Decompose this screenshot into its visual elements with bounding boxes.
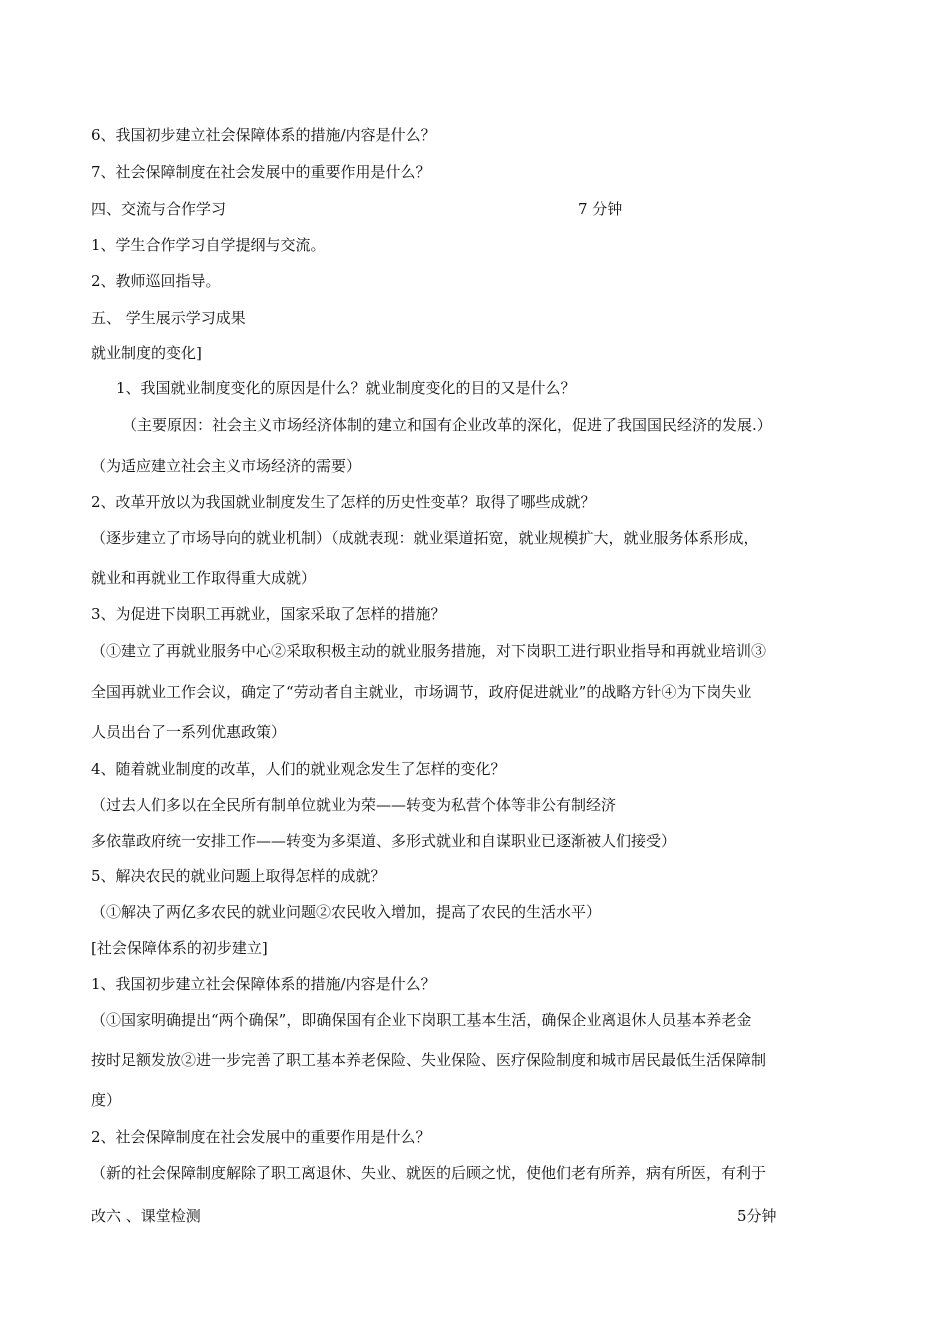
subheading-employment: 就业制度的变化]	[91, 344, 202, 362]
question-6: 6、我国初步建立社会保障体系的措施/内容是什么？	[91, 126, 436, 144]
security-q2: 2、社会保障制度在社会发展中的重要作用是什么？	[91, 1128, 431, 1146]
employment-q5: 5、解决农民的就业问题上取得怎样的成就？	[91, 867, 386, 885]
employment-q2: 2、改革开放以为我国就业制度发生了怎样的历史性变革？取得了哪些成就？	[91, 493, 596, 511]
section-4-time: 7 分钟	[578, 200, 623, 218]
section-6-heading: 改六 、课堂检测	[91, 1207, 201, 1225]
employment-a4-cont: 多依靠政府统一安排工作——转变为多渠道、多形式就业和自谋职业已逐渐被人们接受）	[91, 832, 677, 850]
employment-a5: （①解决了两亿多农民的就业问题②农民收入增加，提高了农民的生活水平）	[91, 903, 602, 921]
question-7: 7、社会保障制度在社会发展中的重要作用是什么？	[91, 163, 431, 181]
section-5-heading: 五、 学生展示学习成果	[91, 309, 246, 327]
employment-a1: （主要原因：社会主义市场经济体制的建立和国有企业改革的深化，促进了我国国民经济的发展.）	[122, 416, 772, 434]
security-a1-cont1: 按时足额发放②进一步完善了职工基本养老保险、失业保险、医疗保险制度和城市居民最低生活保障制	[91, 1051, 767, 1069]
subheading-social-security: [社会保障体系的初步建立]	[91, 939, 268, 957]
employment-a3: （①建立了再就业服务中心②采取积极主动的就业服务措施，对下岗职工进行职业指导和再就业培训③	[91, 642, 767, 660]
employment-a2-cont: 就业和再就业工作取得重大成就）	[91, 569, 317, 587]
step-2: 2、教师巡回指导。	[91, 272, 221, 290]
security-q1: 1、我国初步建立社会保障体系的措施/内容是什么？	[91, 975, 436, 993]
employment-a2: （逐步建立了市场导向的就业机制）（成就表现：就业渠道拓宽，就业规模扩大，就业服务体系形成，	[91, 529, 759, 547]
employment-a4: （过去人们多以在全民所有制单位就业为荣——转变为私营个体等非公有制经济	[91, 796, 617, 814]
employment-q3: 3、为促进下岗职工再就业，国家采取了怎样的措施？	[91, 605, 446, 623]
section-6-time: 5分钟	[737, 1207, 777, 1225]
section-4-heading: 四、交流与合作学习	[91, 200, 227, 218]
security-a2: （新的社会保障制度解除了职工离退休、失业、就医的后顾之忧，使他们老有所养，病有所医，有利于	[91, 1164, 767, 1182]
employment-q4: 4、随着就业制度的改革，人们的就业观念发生了怎样的变化？	[91, 760, 506, 778]
security-a1-cont2: 度）	[91, 1091, 122, 1109]
security-a1: （①国家明确提出“两个确保”，即确保国有企业下岗职工基本生活，确保企业离退休人员基本养老金	[91, 1011, 752, 1029]
employment-a1-cont: （为适应建立社会主义市场经济的需要）	[91, 457, 362, 475]
employment-q1: 1、我国就业制度变化的原因是什么？就业制度变化的目的又是什么？	[116, 379, 576, 397]
step-1: 1、学生合作学习自学提纲与交流。	[91, 236, 326, 254]
employment-a3-cont1: 全国再就业工作会议，确定了“劳动者自主就业，市场调节，政府促进就业”的战略方针④为下岗失业	[91, 683, 752, 701]
employment-a3-cont2: 人员出台了一系列优惠政策）	[91, 723, 287, 741]
